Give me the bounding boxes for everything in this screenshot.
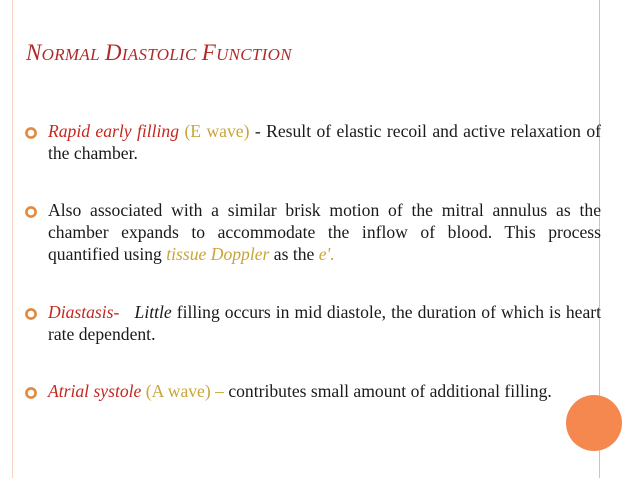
tissue-doppler-term: tissue Doppler xyxy=(166,244,270,264)
ring-bullet-icon xyxy=(24,386,38,400)
bullet-paragraph-4 xyxy=(48,380,601,402)
a-wave-term: (A wave) – xyxy=(141,381,229,401)
title-word3-cap: F xyxy=(201,40,217,65)
atrial-systole-term: Atrial systole xyxy=(48,381,142,401)
bullet-2-text-tail: as the xyxy=(269,244,319,264)
ring-bullet-icon xyxy=(24,205,38,219)
e-prime-term: e'. xyxy=(318,244,335,264)
diastasis-term: Diastasis- xyxy=(48,302,120,322)
bullet-3-text: filling occurs in mid diastole, the duration of which is heart rate dependent. xyxy=(48,302,602,344)
bullet-paragraph-3 xyxy=(48,301,601,345)
title-word1-cap: N xyxy=(26,40,42,65)
title-word2-cap: D xyxy=(104,40,122,65)
rapid-early-filling-term: Rapid early filling xyxy=(48,121,180,141)
title-word2-rest: IASTOLIC xyxy=(121,45,197,64)
slide-left-frame xyxy=(0,0,13,478)
orange-circle-icon xyxy=(566,395,622,451)
title-word3-rest: UNCTION xyxy=(216,45,292,64)
title-word1-rest: ORMAL xyxy=(41,45,100,64)
slide-title xyxy=(26,40,292,66)
bullet-paragraph-1 xyxy=(48,120,601,164)
ring-bullet-icon xyxy=(24,307,38,321)
little-term: Little xyxy=(134,302,172,322)
e-wave-term: (E wave) xyxy=(179,121,250,141)
bullet-paragraph-2 xyxy=(48,199,601,265)
bullet-4-text: contributes small amount of additional filling. xyxy=(228,381,552,401)
bullet-3-spacer xyxy=(119,302,134,322)
ring-bullet-icon xyxy=(24,126,38,140)
bullet-2-text: Also associated with a similar brisk motion of the mitral annulus as the chamber expands to accommodate the inflow of blood. This process quantified using xyxy=(48,200,601,264)
bullet-1-text: - Result of elastic recoil and active relaxation of the chamber. xyxy=(48,121,601,163)
